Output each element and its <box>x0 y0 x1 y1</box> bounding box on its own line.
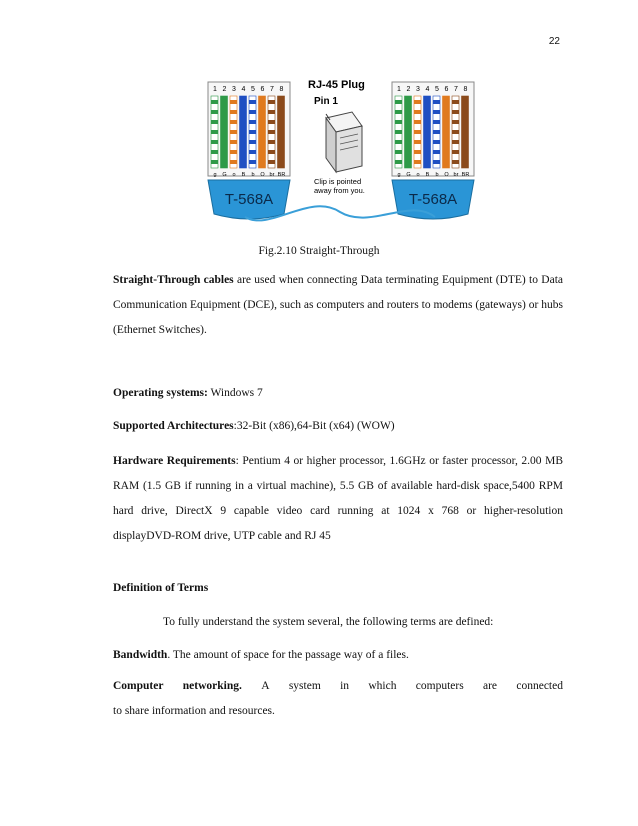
left-wire-code: g <box>213 172 217 178</box>
right-wire-stripe <box>395 120 402 124</box>
left-wire-stripe <box>211 160 218 164</box>
definition-heading: Definition of Terms <box>113 582 209 594</box>
right-wire-stripe <box>433 160 440 164</box>
right-wire-stripe <box>433 100 440 104</box>
right-wire <box>462 96 469 168</box>
left-wire-stripe <box>268 100 275 104</box>
left-wire-stripe <box>230 130 237 134</box>
rj45-plug-label: RJ-45 Plug <box>308 79 365 91</box>
right-pin-number: 2 <box>406 86 411 93</box>
left-wire-stripe <box>211 140 218 144</box>
left-wire <box>240 96 247 168</box>
networking-line1 <box>113 674 563 699</box>
left-wire-stripe <box>211 110 218 114</box>
left-wire-stripe <box>268 130 275 134</box>
left-wire-code: O <box>260 172 265 178</box>
left-wire-stripe <box>211 150 218 154</box>
left-wire-stripe <box>249 140 256 144</box>
left-wire <box>221 96 228 168</box>
left-wire-code: BR <box>277 172 286 178</box>
left-wire-stripe <box>211 130 218 134</box>
right-wire <box>443 96 450 168</box>
left-wire <box>278 96 285 168</box>
right-pin-number: 3 <box>416 86 420 93</box>
clip-note-line1: Clip is pointed <box>314 177 362 186</box>
left-pin-number: 4 <box>241 86 246 93</box>
left-wire-stripe <box>230 160 237 164</box>
left-wire-stripe <box>268 120 275 124</box>
left-wire-stripe <box>268 140 275 144</box>
left-pin-number: 8 <box>279 86 284 93</box>
left-wire-code: G <box>222 172 227 178</box>
networking-line1-word: in <box>340 680 350 692</box>
right-wire-stripe <box>433 140 440 144</box>
left-wire-code: o <box>232 172 236 178</box>
networking-line1-word: Computer <box>113 680 164 692</box>
hardware-value: : Pentium 4 or higher processor, 1.6GHz or faster processor, 2.00 MB RAM (1.5 GB if running in a virtual machine), 5.5 GB of available hard-disk space,5400 RPM hard drive, DirectX 9 capable video card running at 1024 x 768 or higher-resolution displayDVD-ROM drive, UTP cable and RJ 45 <box>113 455 563 542</box>
arch-value: :32-Bit (x86),64-Bit (x64) (WOW) <box>233 420 395 432</box>
right-pin-number: 8 <box>463 86 468 93</box>
bandwidth-definition <box>113 643 563 668</box>
right-wire-stripe <box>414 120 421 124</box>
left-wire-code: B <box>241 172 246 178</box>
left-rj45-connector <box>208 82 290 219</box>
left-wire-stripe <box>249 130 256 134</box>
left-standard-label: T-568A <box>224 191 274 208</box>
right-pin-number: 7 <box>454 86 458 93</box>
right-wire-code: b <box>435 172 439 178</box>
right-wire-code: br <box>453 172 459 178</box>
left-pin-number: 1 <box>213 86 217 93</box>
os-label: Operating systems: <box>113 387 208 399</box>
right-wire <box>424 96 431 168</box>
pin1-label: Pin 1 <box>314 96 338 107</box>
networking-line1-word: are <box>483 680 498 692</box>
left-wire-stripe <box>249 150 256 154</box>
right-wire-code: o <box>416 172 420 178</box>
left-wire-stripe <box>249 110 256 114</box>
networking-line1-word: connected <box>516 680 563 692</box>
arch-label: Supported Architectures <box>113 420 234 432</box>
left-wire-code: b <box>251 172 255 178</box>
left-wire-stripe <box>249 100 256 104</box>
right-wire-stripe <box>452 150 459 154</box>
hardware-paragraph <box>113 449 563 549</box>
networking-definition <box>113 674 563 724</box>
right-wire-code: B <box>425 172 430 178</box>
left-wire-stripe <box>268 110 275 114</box>
right-wire-code: G <box>406 172 411 178</box>
left-pin-number: 3 <box>232 86 236 93</box>
operating-systems-line <box>113 381 563 406</box>
hardware-label: Hardware Requirements <box>113 455 236 467</box>
left-wire-stripe <box>230 150 237 154</box>
os-value: Windows 7 <box>207 387 263 399</box>
right-rj45-connector <box>392 82 474 219</box>
right-wire-stripe <box>414 100 421 104</box>
left-wire-stripe <box>230 110 237 114</box>
left-wire-stripe <box>211 100 218 104</box>
left-wire <box>259 96 266 168</box>
right-wire-stripe <box>452 120 459 124</box>
right-wire <box>405 96 412 168</box>
left-wire-stripe <box>230 120 237 124</box>
architectures-line <box>113 414 563 439</box>
right-wire-stripe <box>414 150 421 154</box>
left-wire-stripe <box>268 150 275 154</box>
plug-drawing-icon <box>326 112 362 172</box>
left-pin-number: 2 <box>222 86 227 93</box>
left-pin-number: 5 <box>251 86 255 93</box>
right-wire-stripe <box>452 160 459 164</box>
left-wire-stripe <box>249 160 256 164</box>
clip-note-line2: away from you. <box>314 186 365 195</box>
definition-intro: To fully understand the system several, the following terms are defined: <box>163 616 494 628</box>
rj45-straight-through-figure <box>200 72 480 230</box>
left-wire-stripe <box>268 160 275 164</box>
bandwidth-text: . The amount of space for the passage way of a files. <box>167 649 409 661</box>
right-wire-stripe <box>452 130 459 134</box>
right-pin-number: 1 <box>397 86 401 93</box>
right-wire-code: BR <box>461 172 470 178</box>
straight-through-text: are used when connecting Data terminating Equipment (DTE) to Data Communication Equipment (DCE), such as computers and routers to modems (gateways) or hubs (Ethernet Switches). <box>113 274 564 336</box>
right-wire-stripe <box>414 110 421 114</box>
networking-line1-word: networking. <box>182 680 242 692</box>
networking-line2: to share information and resources. <box>113 705 275 717</box>
left-wire-stripe <box>211 120 218 124</box>
right-wire-stripe <box>414 160 421 164</box>
page-number: 22 <box>548 36 560 47</box>
right-wire-stripe <box>395 110 402 114</box>
left-wire-code: br <box>269 172 275 178</box>
right-wire-stripe <box>395 100 402 104</box>
networking-line1-word: computers <box>415 680 464 692</box>
right-wire-stripe <box>452 140 459 144</box>
bandwidth-term: Bandwidth <box>113 649 168 661</box>
left-wire-stripe <box>230 140 237 144</box>
right-wire-stripe <box>395 130 402 134</box>
right-standard-label: T-568A <box>408 191 458 208</box>
right-wire-stripe <box>452 100 459 104</box>
right-wire-stripe <box>433 120 440 124</box>
networking-line1-word: A <box>261 680 270 692</box>
right-wire-stripe <box>414 130 421 134</box>
right-wire-stripe <box>433 130 440 134</box>
right-wire-stripe <box>414 140 421 144</box>
straight-through-term: Straight-Through cables <box>113 274 234 286</box>
right-wire-stripe <box>395 150 402 154</box>
right-wire-code: g <box>397 172 401 178</box>
figure-caption: Fig.2.10 Straight-Through <box>258 245 380 257</box>
left-wire-stripe <box>230 100 237 104</box>
right-wire-stripe <box>395 160 402 164</box>
left-pin-number: 6 <box>260 86 265 93</box>
right-wire-stripe <box>433 110 440 114</box>
left-wire-stripe <box>249 120 256 124</box>
left-pin-number: 7 <box>270 86 274 93</box>
networking-line1-word: system <box>288 680 321 692</box>
networking-line1-word: which <box>368 680 397 692</box>
right-wire-stripe <box>452 110 459 114</box>
right-pin-number: 6 <box>444 86 449 93</box>
right-wire-stripe <box>395 140 402 144</box>
right-pin-number: 4 <box>425 86 430 93</box>
right-pin-number: 5 <box>435 86 439 93</box>
straight-through-paragraph <box>113 268 563 343</box>
right-wire-code: O <box>444 172 449 178</box>
right-wire-stripe <box>433 150 440 154</box>
